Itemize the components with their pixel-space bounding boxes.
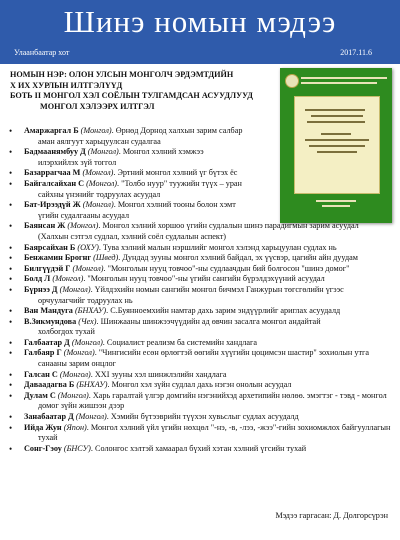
author-name: Галбаяр Г — [24, 348, 62, 358]
author-country: (Монгол) — [59, 369, 91, 379]
location-label: Улаанбаатар хот — [14, 48, 70, 57]
author-country: (Япон) — [63, 422, 87, 432]
list-item — [0, 380, 400, 391]
list-item — [0, 147, 400, 168]
bullet-icon: • — [9, 390, 13, 401]
cover-text-line — [307, 121, 365, 123]
bullet-icon: • — [9, 168, 13, 179]
author-name: Байгалсайхан С — [24, 178, 85, 188]
article-title: . Үйлдэхийн номын сангийн монгол бичмэл Ганжурын төгсгөлийн үгээс — [90, 284, 344, 294]
author-country: (БНХАУ) — [76, 380, 108, 390]
author-country: (Монгол) — [75, 412, 107, 422]
article-title: . "Монголын нууц товчоо"-ны судлаачдын бий болгосон "шинэ домог" — [103, 263, 350, 273]
list-item — [0, 179, 400, 200]
bullet-icon: • — [9, 348, 13, 359]
bullet-icon: • — [9, 263, 13, 274]
list-item — [0, 243, 400, 254]
article-title-continuation: санааны зарим онцлог — [38, 359, 116, 369]
article-title: . Монгол хэлний хоршоо үгийн судлалын шинэ парадигмын зарим асуудал — [98, 221, 359, 231]
article-title: . "Толбо нуур" туужийн түүх – уран — [117, 178, 242, 188]
article-title: . Тува хэлний малын нэршлийг монгол хэлэнд харьцуулан судлах нь — [98, 242, 337, 252]
author-country: (Чех) — [78, 316, 97, 326]
author-name: Ван Мандуга — [24, 306, 73, 316]
article-title: . Монгол хэлний тооны болон хэмт — [113, 200, 236, 210]
article-title: . Дундад зууны монгол хэлний байдал, эх үүсвэр, цагийн айн дуудам — [118, 253, 358, 263]
author-country: (БНХАУ) — [74, 306, 107, 316]
article-title: . Хэмийн бүтээврийн түүхэн хувьслыг судлах асуудалд — [106, 412, 299, 422]
article-title-continuation: орчуулагчийг тодруулах нь — [38, 295, 133, 305]
author-country: (Монгол) — [80, 126, 112, 135]
bullet-icon: • — [9, 221, 13, 232]
cover-header — [285, 74, 387, 88]
bullet-icon: • — [9, 200, 13, 211]
list-item — [0, 348, 400, 369]
article-title: . Монгол хэлний үйл үгийн нөхцөл "-нэ, -в, -лээ, -жээ"-гийн зохиомжлох байгууллагын — [86, 422, 391, 432]
list-item — [0, 126, 400, 147]
bullet-icon: • — [9, 253, 13, 264]
cover-text-line — [305, 109, 365, 111]
article-title: . "Монголын нууц товчоо"-ны үгийн сангийн бүрэлдэхүүний асуудал — [83, 274, 325, 284]
list-item — [0, 412, 400, 423]
author-country: (Монгол) — [57, 390, 89, 400]
bullet-icon: • — [9, 126, 13, 136]
author-name: Ийда Жун — [24, 422, 62, 432]
author-country: (ОХУ) — [77, 242, 99, 252]
article-title-continuation: (Халхын сэтгэл судлал, хэлний соёл судлалын аспект) — [38, 231, 227, 241]
author-name: Даваадагва Б — [24, 380, 75, 390]
author-name: Сонг-Гэоу — [24, 443, 62, 453]
book-title-line-2: Х ИХ ХУРЛЫН ИЛТГЭЛҮҮД — [10, 80, 123, 90]
article-title: . "Чингисийн есөн өрлөгтэй өөгийн хүүгийн цоцимсэн шастир" зохиолын утга — [94, 348, 370, 358]
article-title-continuation: домог зүйн жишээн дээр — [38, 401, 125, 411]
bullet-icon: • — [9, 369, 13, 380]
academy-emblem-icon — [285, 74, 299, 88]
list-item — [0, 391, 400, 412]
author-name: Галбаатар Д — [24, 337, 70, 347]
article-title: . XXI зууны хэл шинжлэлийн хандлага — [90, 369, 227, 379]
list-item — [0, 168, 400, 179]
bullet-icon: • — [9, 443, 13, 454]
article-title: . Монгол хэлний хэмжээ — [118, 147, 204, 157]
article-title-continuation: илэрхийлэх зүй тоггол — [38, 157, 117, 167]
author-name: Занабаатар Д — [24, 412, 74, 422]
bullet-icon: • — [9, 274, 13, 285]
article-title-continuation: сайхны үнэнийг тодруулах асуудал — [38, 189, 161, 199]
list-item — [0, 221, 400, 242]
author-country: (Монгол) — [87, 147, 119, 157]
author-country: (БНСУ) — [63, 443, 91, 453]
author-name: Билгүүдэй Г — [24, 263, 71, 273]
bullet-icon: • — [9, 147, 13, 158]
author-name: Бенжамин Брогнг — [24, 253, 92, 263]
author-country: (Монгол) — [71, 337, 103, 347]
list-item — [0, 338, 400, 349]
list-item — [0, 264, 400, 275]
article-title-continuation: холбогдох тухай — [38, 327, 95, 337]
article-title: . Өрнөд Дорнод халхын зарим салбар — [111, 126, 243, 135]
bullet-icon: • — [9, 337, 13, 348]
bullet-icon: • — [9, 242, 13, 253]
author-name: Болд Л — [24, 274, 51, 284]
article-title-continuation: үгийн судалгааны асуудал — [38, 210, 130, 220]
author-name: Бадмаанямбуу Д — [24, 147, 86, 157]
author-name: Баярсайхан Б — [24, 242, 76, 252]
bullet-icon: • — [9, 306, 13, 317]
book-title-line-4: МОНГОЛ ХЭЛЭЭРХ ИЛТГЭЛ — [40, 101, 155, 111]
book-title-line-1: НОМЫН НЭР: ОЛОН УЛСЫН МОНГОЛЧ ЭРДЭМТДИЙН — [10, 70, 234, 79]
bullet-icon: • — [9, 284, 13, 295]
author-country: (Швед) — [93, 253, 119, 263]
author-name: Дулам С — [24, 390, 56, 400]
date-label: 2017.11.6 — [340, 48, 372, 57]
cover-decoration — [301, 82, 377, 84]
article-title: . С.Буянноемхийн намтар дахь зарим эндүүрлийг ариглах асуудалд — [106, 306, 341, 316]
bullet-icon: • — [9, 422, 13, 433]
article-title: . Харь гаралтай үлгэр домгийн нэгэнийхэд архетипийн нөлөө. эмэгтэг - тэвд - монгол — [88, 390, 387, 400]
author-country: (Монгол) — [82, 168, 114, 178]
article-title-continuation: аман аялгуут харьцуулсан судалгаа — [38, 136, 161, 146]
author-country: (Монгол) — [52, 274, 84, 284]
author-name: Бүрнээ Д — [24, 284, 58, 294]
author-name: Бат-Ирээдүй Ж — [24, 200, 81, 210]
author-country: (Монгол) — [63, 348, 95, 358]
author-name: Базаррагчаа М — [24, 168, 81, 178]
author-country: (Монгол) — [82, 200, 114, 210]
article-title: . Эртний монгол хэлний үг бүтэх ёс — [113, 168, 238, 178]
article-title-continuation: тухай — [38, 433, 58, 443]
author-name: Баянсан Ж — [24, 221, 66, 231]
book-title-line-3: БОТЬ II МОНГОЛ ХЭЛ СОЁЛЫН ТУЛГАМДСАН АСУУДЛУУД — [10, 91, 253, 100]
list-item — [0, 317, 400, 338]
list-item — [0, 306, 400, 317]
author-country: (Монгол) — [72, 263, 104, 273]
header-banner — [0, 0, 400, 64]
author-country: (Монгол) — [59, 284, 91, 294]
author-name: Галсан С — [24, 369, 58, 379]
prepared-by: Мэдээ гаргасан: Д. Долгорсүрэн — [275, 511, 388, 520]
author-country: (Монгол) — [86, 178, 118, 188]
author-name: Амаржаргал Б — [24, 126, 79, 135]
list-item — [0, 200, 400, 221]
bullet-icon: • — [9, 412, 13, 423]
list-item — [0, 285, 400, 306]
bullet-icon: • — [9, 316, 13, 327]
bullet-icon: • — [9, 178, 13, 189]
book-title-block — [10, 70, 290, 112]
article-title: . Социалист реализм ба системийн хандлага — [102, 337, 257, 347]
bullet-icon: • — [9, 380, 13, 391]
article-title: . Солонгос хэлтэй хамаарал бүхий хэтан хэлний үгсийн тухай — [90, 443, 307, 453]
article-title: . Шинжааны шинжээчүүдийн ад өвчин засалга монгол андайтай — [96, 316, 321, 326]
author-name: В.Зикмундова — [24, 316, 77, 326]
list-item — [0, 274, 400, 285]
article-title: . Монгол хэл зүйн судлал дахь нэгэн онолын асуудал — [107, 380, 292, 390]
article-list — [0, 126, 400, 454]
author-country: (Монгол) — [67, 221, 99, 231]
list-item — [0, 423, 400, 444]
cover-text-line — [311, 115, 363, 117]
list-item — [0, 444, 400, 455]
page-title: Шинэ номын мэдээ — [63, 4, 337, 39]
list-item — [0, 253, 400, 264]
cover-decoration — [301, 77, 387, 79]
list-item — [0, 370, 400, 381]
